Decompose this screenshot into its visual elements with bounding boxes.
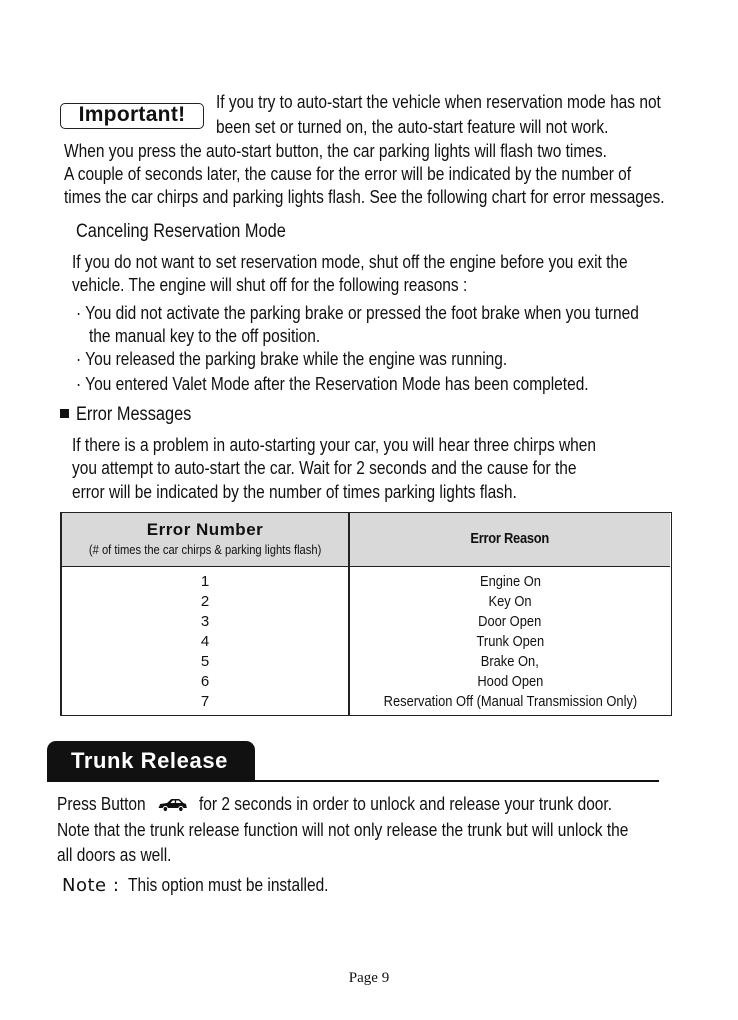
car-icon (157, 798, 188, 812)
table-cell-number: 4 (200, 633, 210, 650)
page-number: Page 9 (348, 970, 390, 986)
important-line-2: been set or turned on, the auto-start feature will not work. (216, 117, 609, 137)
table-cell-number: 1 (200, 573, 210, 590)
canceling-bullet-1-cont: the manual key to the off position. (89, 326, 321, 346)
table-cell-reason: Brake On, (480, 653, 540, 670)
col-error-reason-title: Error Reason (470, 530, 550, 547)
table-cell-number: 7 (200, 693, 210, 710)
trunk-line-2: Note that the trunk release function will not only release the trunk but will unlock the (57, 820, 629, 840)
section-divider (47, 780, 659, 782)
important-line-1: If you try to auto-start the vehicle when reservation mode has not (216, 92, 661, 112)
error-table (60, 512, 672, 716)
trunk-line-1 (57, 793, 702, 816)
note-line (62, 874, 362, 897)
table-cell-reason: Hood Open (476, 673, 543, 690)
table-cell-reason: Reservation Off (Manual Transmission Only) (383, 693, 637, 710)
canceling-bullet-2: · You released the parking brake while the engine was running. (76, 349, 508, 369)
error-number-column (62, 572, 348, 712)
canceling-line-2: vehicle. The engine will shut off for the following reasons : (72, 275, 468, 295)
errors-line-1: If there is a problem in auto-starting your car, you will hear three chirps when (72, 435, 596, 455)
note-label: Note : (62, 875, 120, 896)
error-reason-column (350, 572, 670, 712)
canceling-heading: Canceling Reservation Mode (76, 221, 286, 242)
table-cell-reason: Engine On (479, 573, 541, 590)
canceling-bullet-3: · You entered Valet Mode after the Reservation Mode has been completed. (76, 374, 589, 394)
trunk-release-banner (47, 741, 255, 781)
trunk-release-title: Trunk Release (71, 748, 228, 773)
errors-line-2: you attempt to auto-start the car. Wait for 2 seconds and the cause for the (72, 458, 577, 478)
intro-line-1: When you press the auto-start button, the car parking lights will flash two times. (64, 141, 607, 161)
important-badge: Important! (60, 103, 204, 129)
table-cell-number: 2 (200, 593, 210, 610)
table-cell-reason: Trunk Open (476, 633, 544, 650)
canceling-line-1: If you do not want to set reservation mode, shut off the engine before you exit the (72, 252, 628, 272)
note-text: This option must be installed. (128, 875, 329, 895)
table-cell-number: 3 (200, 613, 210, 630)
errors-line-3: error will be indicated by the number of times parking lights flash. (72, 482, 517, 502)
intro-line-2: A couple of seconds later, the cause for the error will be indicated by the number of (64, 164, 632, 184)
intro-line-3: times the car chirps and parking lights flash. See the following chart for error messages. (64, 187, 665, 207)
trunk-line-1-end: for 2 seconds in order to unlock and release your trunk door. (198, 794, 613, 814)
table-cell-reason: Key On (488, 593, 532, 610)
square-bullet-icon (60, 409, 69, 418)
table-cell-reason: Door Open (478, 613, 542, 630)
table-cell-number: 6 (200, 673, 210, 690)
table-cell-number: 5 (200, 653, 210, 670)
trunk-line-1-start: Press Button (57, 794, 146, 814)
canceling-bullet-1: · You did not activate the parking brake or pressed the foot brake when you turned (76, 303, 639, 323)
col-error-number-subtitle: (# of times the car chirps & parking lights flash) (88, 542, 322, 557)
col-error-number-title: Error Number (146, 520, 264, 539)
trunk-line-3: all doors as well. (57, 845, 172, 865)
errors-heading: Error Messages (76, 404, 192, 425)
